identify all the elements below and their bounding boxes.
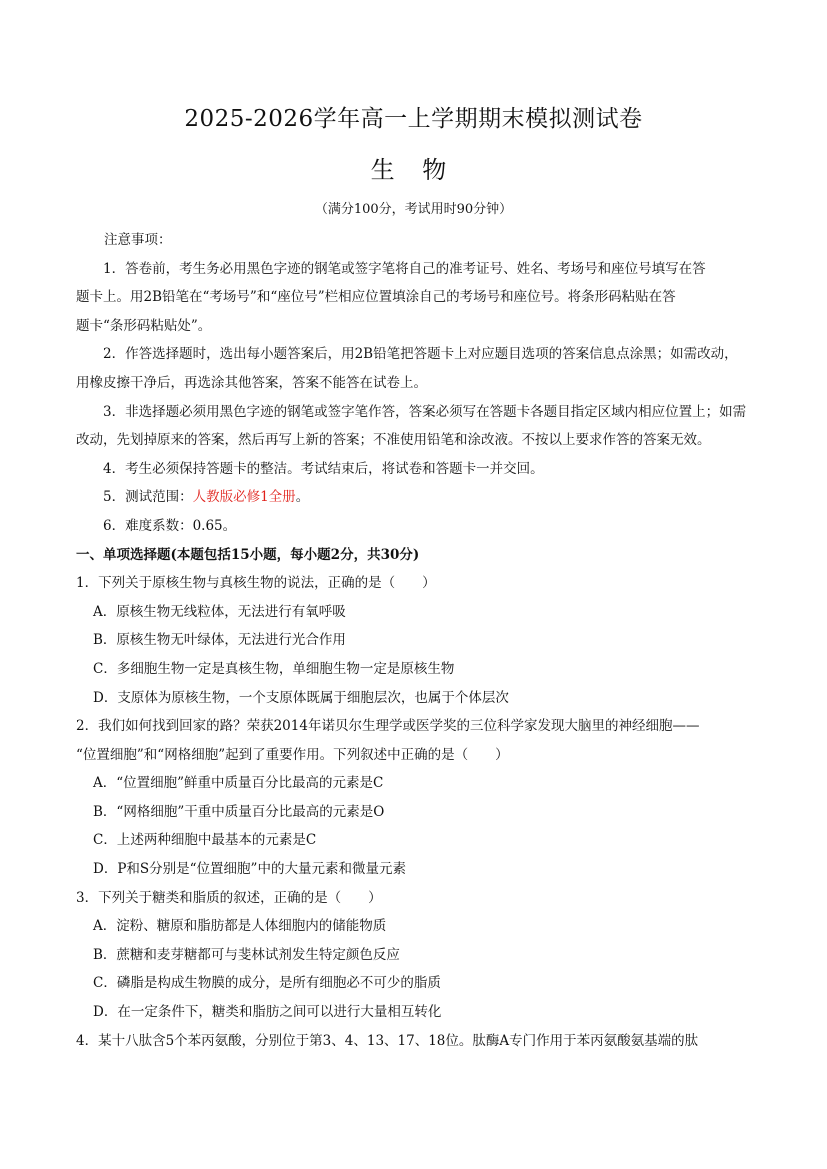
question-1 <box>76 569 756 712</box>
test-scope: 人教版必修1全册 <box>192 489 296 506</box>
question-stem: 3．下列关于糖类和脂质的叙述，正确的是（ ） <box>76 889 382 906</box>
option-c: C．磷脂是构成生物膜的成分，是所有细胞必不可少的脂质 <box>93 975 441 992</box>
notice-item-1 <box>76 255 756 341</box>
exam-meta: （满分100分，考试用时90分钟） <box>314 202 513 217</box>
question-stem: 4．某十八肽含5个苯丙氨酸，分别位于第3、4、13、17、18位。肽酶A专门作用于苯丙氨酸氨基端的肽 <box>76 1032 699 1049</box>
notice-line: 题卡上。用2B铅笔在“考场号”和“座位号”栏相应位置填涂自己的考场号和座位号。将条形码粘贴在答 <box>76 289 676 306</box>
notice-line: 1．答卷前，考生务必用黑色字迹的钢笔或签字笔将自己的准考证号、姓名、考场号和座位号填写在答 <box>103 260 706 277</box>
question-3 <box>76 884 756 1027</box>
notice-item-5-prefix: 5．测试范围： <box>103 489 193 506</box>
notice-line: 用橡皮擦干净后，再选涂其他答案，答案不能答在试卷上。 <box>76 374 427 391</box>
option-a: A．原核生物无线粒体，无法进行有氧呼吸 <box>93 603 346 620</box>
notice-line: 2．作答选择题时，选出每小题答案后，用2B铅笔把答题卡上对应题目选项的答案信息点涂黑；如需改动， <box>103 346 738 363</box>
notice-heading: 注意事项： <box>104 232 172 248</box>
option-b: B．原核生物无叶绿体，无法进行光合作用 <box>93 632 346 649</box>
option-a: A．淀粉、糖原和脂肪都是人体细胞内的储能物质 <box>93 918 387 935</box>
notice-item-2 <box>76 340 756 397</box>
option-d: D．在一定条件下，糖类和脂肪之间可以进行大量相互转化 <box>93 1004 442 1021</box>
notice-item-5 <box>76 483 756 512</box>
option-c: C．上述两种细胞中最基本的元素是C <box>93 832 317 849</box>
option-d: D．支原体为原核生物，一个支原体既属于细胞层次，也属于个体层次 <box>93 689 509 706</box>
option-b: B．蔗糖和麦芽糖都可与斐林试剂发生特定颜色反应 <box>93 946 400 963</box>
question-stem: 1．下列关于原核生物与真核生物的说法，正确的是（ ） <box>76 575 436 592</box>
notice-item-5-suffix: 。 <box>295 489 310 506</box>
option-d: D．P和S分别是“位置细胞”中的大量元素和微量元素 <box>93 861 406 878</box>
notice-item-4 <box>76 455 756 484</box>
section-title: 一、单项选择题(本题包括15小题，每小题2分，共30分) <box>76 546 420 563</box>
option-b: B．“网格细胞”干重中质量百分比最高的元素是O <box>93 803 385 820</box>
notice-item-6: 6．难度系数：0.65。 <box>103 517 237 534</box>
question-4 <box>76 1027 756 1056</box>
notice-line: 4．考生必须保持答题卡的整洁。考试结束后，将试卷和答题卡一并交回。 <box>103 460 544 477</box>
subject-title: 生 物 <box>370 156 457 184</box>
exam-content <box>76 226 756 1055</box>
question-2 <box>76 712 756 884</box>
notice-item-3 <box>76 398 756 455</box>
notice-line: 改动，先划掉原来的答案，然后再写上新的答案；不准使用铅笔和涂改液。不按以上要求作答的答案无效。 <box>76 432 711 449</box>
exam-title: 2025-2026学年高一上学期期末模拟测试卷 <box>184 106 643 132</box>
option-a: A．“位置细胞”鲜重中质量百分比最高的元素是C <box>93 775 384 792</box>
question-stem: 2．我们如何找到回家的路？荣获2014年诺贝尔生理学或医学奖的三位科学家发现大脑里的神经细胞—— <box>76 718 700 735</box>
notice-line: 题卡“条形码粘贴处”。 <box>76 317 212 334</box>
option-c: C．多细胞生物一定是真核生物，单细胞生物一定是原核生物 <box>93 660 455 677</box>
question-stem: “位置细胞”和“网格细胞”起到了重要作用。下列叙述中正确的是（ ） <box>76 746 509 763</box>
notice-line: 3．非选择题必须用黑色字迹的钢笔或签字笔作答，答案必须写在答题卡各题目指定区域内相应位置上；如需 <box>103 403 747 420</box>
